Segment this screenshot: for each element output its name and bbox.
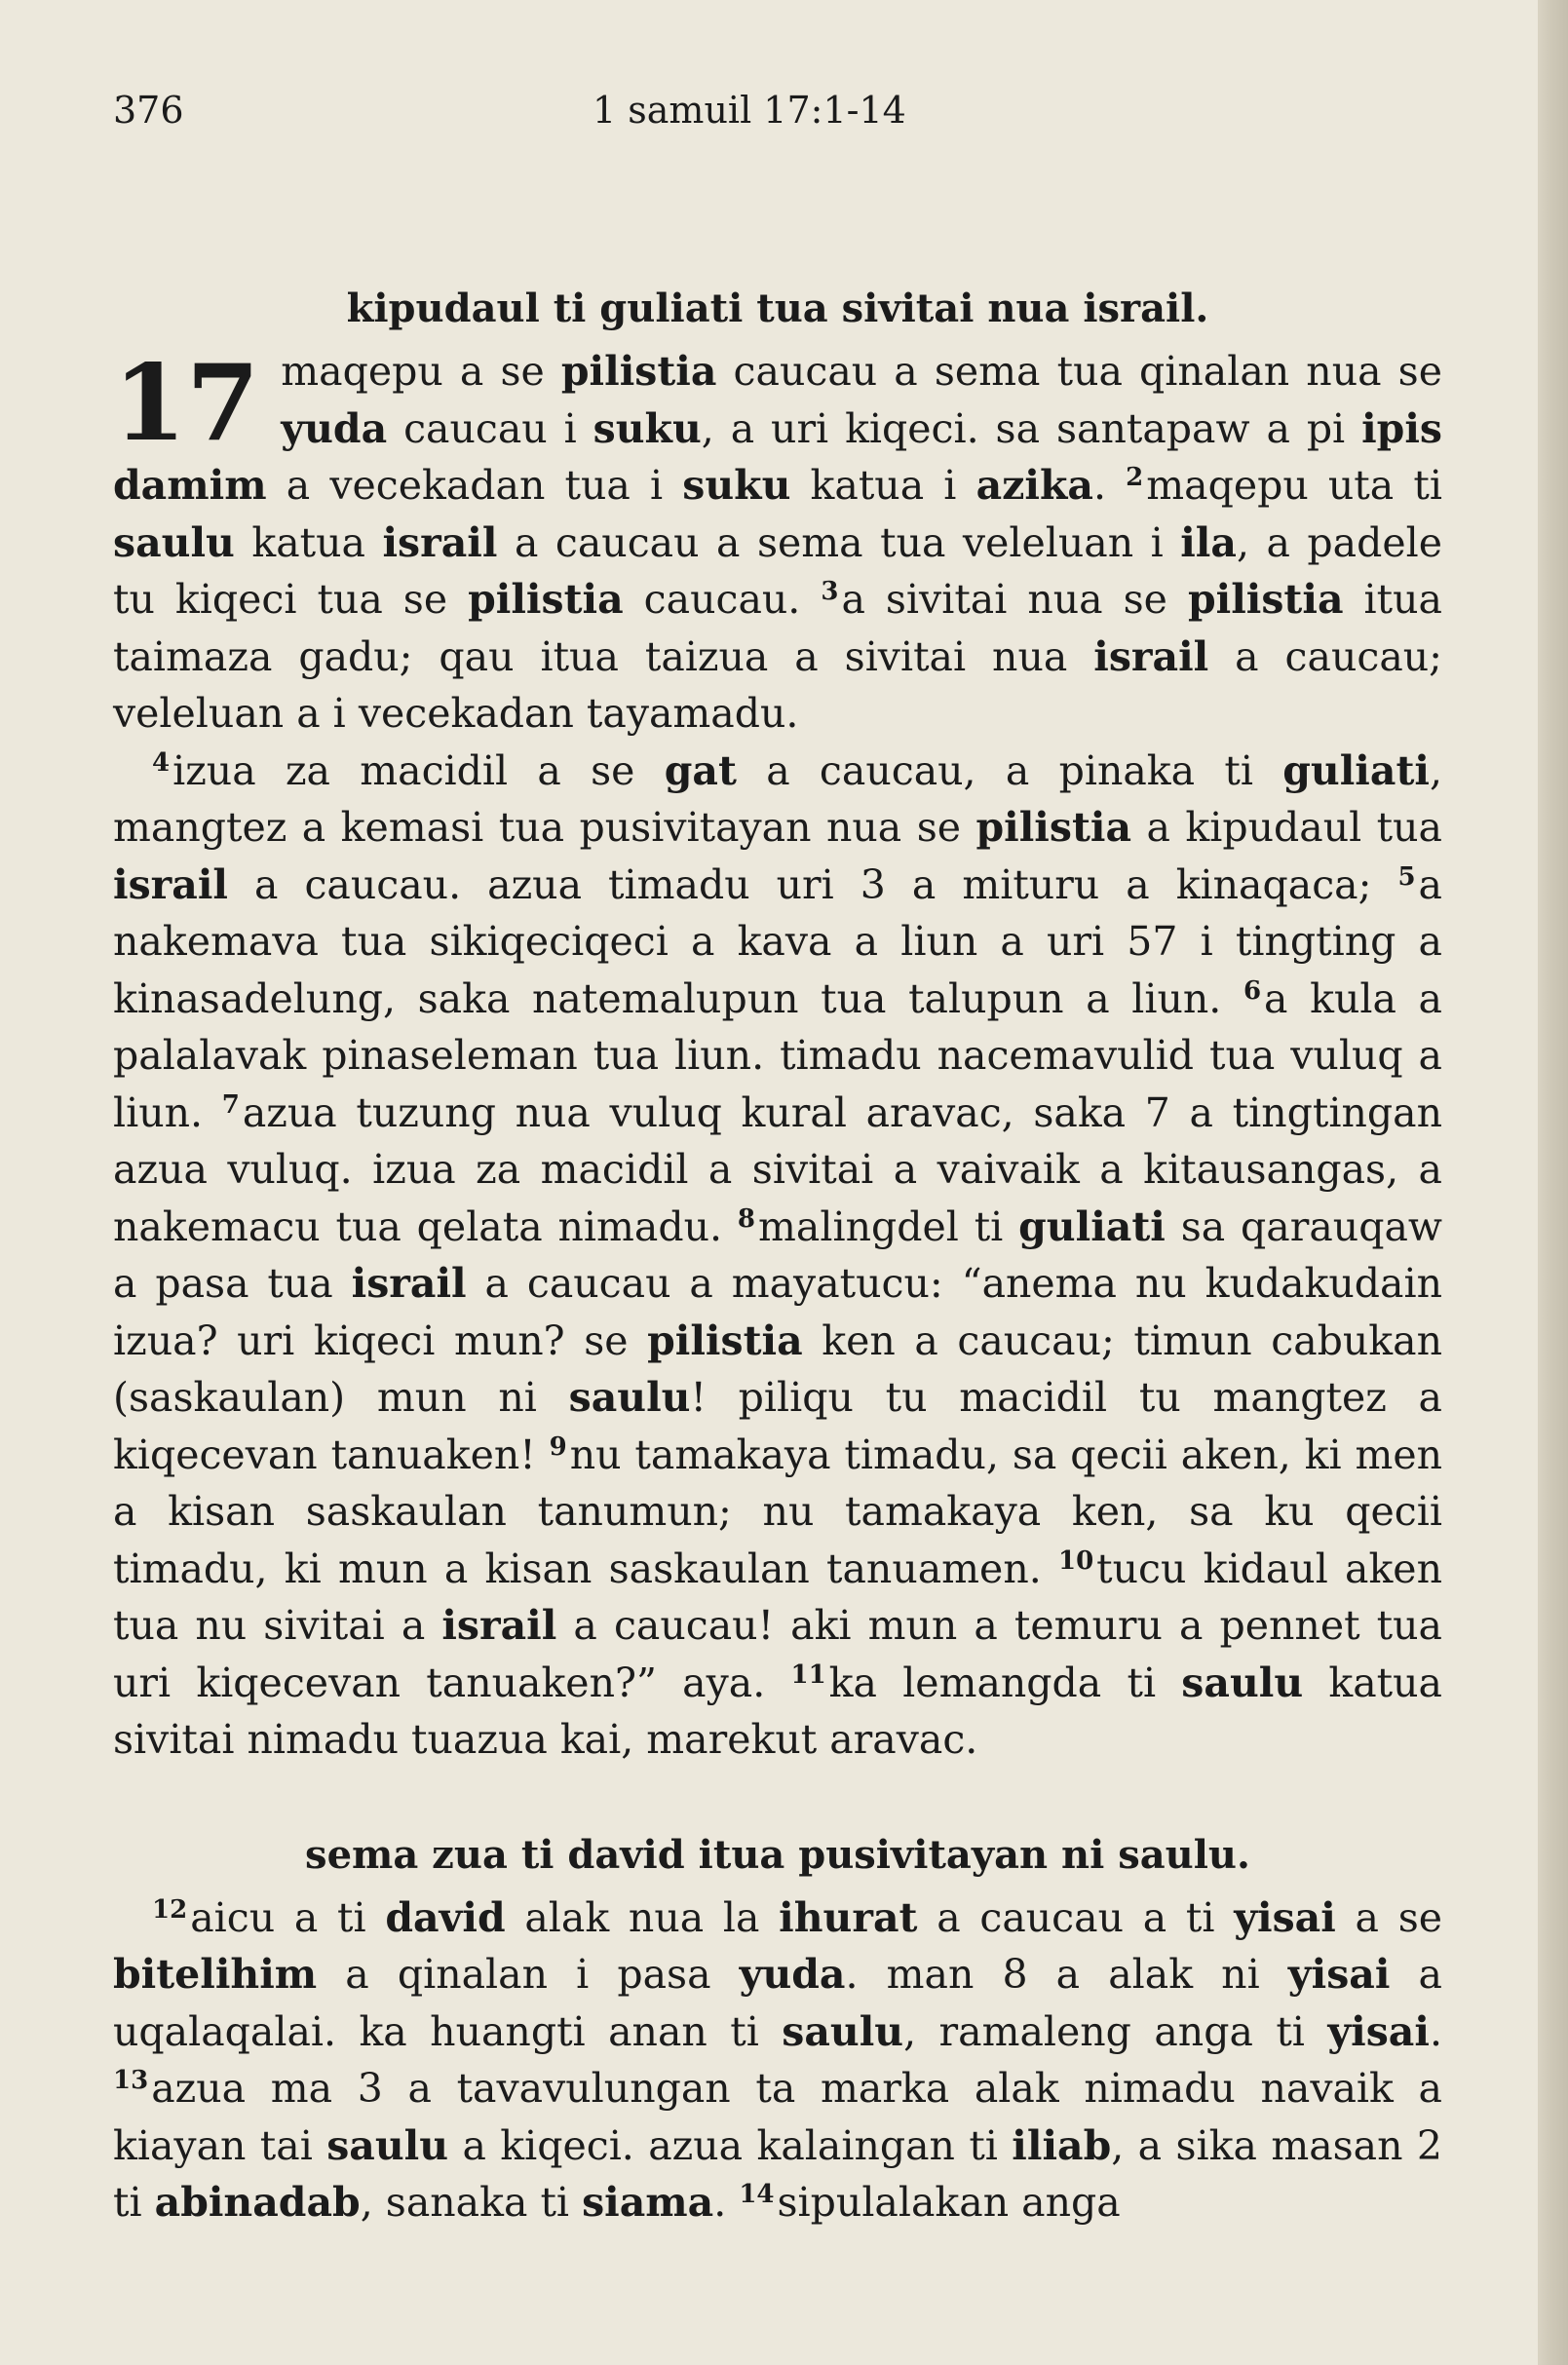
verse-number: 6 (1243, 975, 1262, 1006)
verse-4: $^4$izua za macidil a se gat a caucau, a pinaka ti guliati, mangtez a kemasi tua pusivitayan nua se pilistia a kipudaul tua israil a caucau. azua timadu uri 3 a mituru a kinaqaca; (113, 746, 1443, 908)
page-edge (1538, 0, 1568, 2365)
verse-11: $^{11}$ka lemangda ti saulu katua sivitai nimadu tuazua kai, marekut aravac. (113, 1659, 1442, 1763)
verse-number: 10 (1057, 1545, 1094, 1576)
verse-number: 12 (152, 1894, 188, 1925)
section-heading-2: sema zua ti david itua pusivitayan ni saulu. (305, 1831, 1250, 1878)
verse-number: 2 (1126, 463, 1144, 492)
verse-14: $^{14}$sipulalakan anga (739, 2179, 1121, 2226)
verse-number: 7 (221, 1089, 240, 1120)
section-heading-1: kipudaul ti guliati tua sivitai nua israil. (346, 286, 1209, 331)
verse-9: $^9$nu tamakaya timadu, sa qecii aken, ki men a kisan saskaulan tanumun; nu tamakaya ken, sa ku qecii timadu, ki mun a kisan saskaulan tanuamen. (113, 1430, 1442, 1592)
verse-number: 9 (549, 1431, 567, 1462)
verse-6: $^6$a kula a palalavak pinaseleman tua liun. timadu nacemavulid tua vuluq a liun. (113, 974, 1442, 1136)
verse-number: 8 (737, 1203, 756, 1234)
verse-12: $^{12}$aicu a ti david alak nua la ihurat a caucau a ti yisai a se bitelihim a qinalan i pasa yuda. man 8 a alak ni yisai a uqalaqalai. ka huangti anan ti saulu, ramaleng anga ti yisai. (113, 1893, 1442, 2055)
chapter-reference: 1 samuil 17:1-14 (593, 89, 906, 132)
verse-5: $^5$a nakemava tua sikiqeciqeci a kava a liun a uri 57 i tingting a kinasadelung, saka natemalupun tua talupun a liun. (113, 860, 1442, 1022)
paragraph-1 (113, 343, 1442, 743)
chapter-number: 17 (113, 342, 260, 465)
page-content (113, 82, 1442, 2231)
verse-2: $^2$maqepu uta ti saulu katua israil a caucau a sema tua veleluan i ila, a padele tu kiqeci tua se pilistia caucau. (113, 462, 1442, 623)
paragraph-3 (113, 1889, 1442, 2231)
paragraph-2 (113, 743, 1442, 1769)
verse-8: $^8$malingdel ti guliati sa qarauqaw a pasa tua israil a caucau a mayatucu: “anema nu kudakudain izua? uri kiqeci mun? se pilistia ken a caucau; timun cabukan (saskaulan) mun ni saulu! piliqu tu macidil tu mangtez a kiqecevan tanuaken! (113, 1202, 1442, 1478)
verse-number: 11 (790, 1659, 826, 1690)
verse-number: 13 (113, 2066, 149, 2095)
verse-number: 14 (739, 2180, 775, 2209)
page-number: 376 (113, 89, 184, 132)
verse-7: $^7$azua tuzung nua vuluq kural aravac, saka 7 a tingtingan azua vuluq. izua za macidil a sivitai a vaivaik a kitausangas, a nakemacu tua qelata nimadu. (113, 1088, 1442, 1250)
verse-13: $^{13}$azua ma 3 a tavavulungan ta marka alak nimadu navaik a kiayan tai saulu a kiqeci. azua kalaingan ti iliab, a sika masan 2 ti abinadab, sanaka ti siama. (113, 2065, 1442, 2226)
verse-number: 5 (1397, 861, 1416, 892)
verse-10: $^{10}$tucu kidaul aken tua nu sivitai a israil a caucau! aki mun a temuru a pennet tua uri kiqecevan tanuaken?” aya. (113, 1545, 1442, 1706)
verse-number: 4 (152, 747, 171, 778)
running-head (113, 82, 1442, 138)
verse-1: maqepu a se pilistia caucau a sema tua qinalan nua se yuda caucau i suku, a uri kiqeci. sa santapaw a pi ipis damim a vecekadan tua i suku katua i azika. (113, 348, 1442, 509)
verse-3: $^3$a sivitai nua se pilistia itua taimaza gadu; qau itua taizua a sivitai nua israil a caucau; veleluan a i vecekadan tayamadu. (113, 576, 1442, 737)
verse-number: 3 (821, 577, 839, 606)
